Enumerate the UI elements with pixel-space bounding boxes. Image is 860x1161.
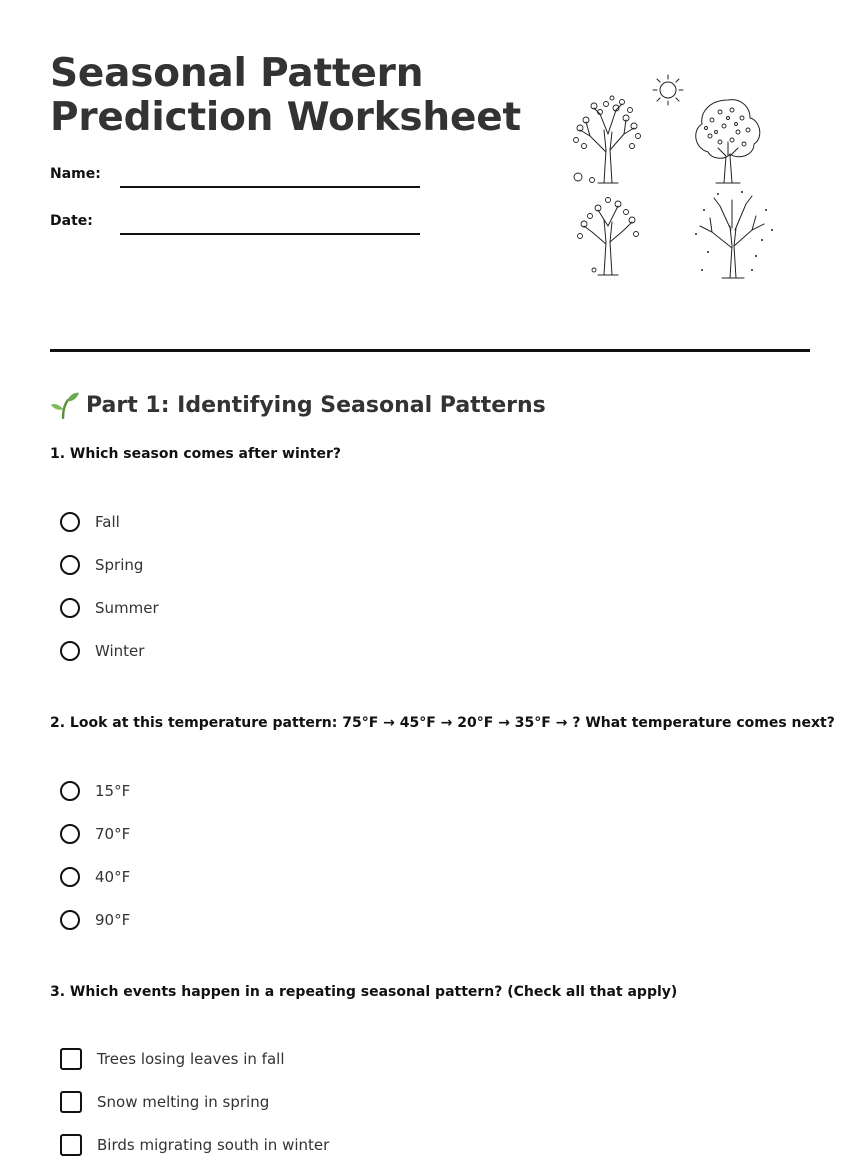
q1-option-winter[interactable] — [60, 638, 144, 664]
checkbox[interactable] — [60, 1134, 82, 1156]
option-label: 90°F — [95, 911, 131, 929]
option-label: Winter — [95, 642, 145, 660]
date-label: Date: — [50, 213, 93, 229]
name-label: Name: — [50, 166, 101, 182]
four-seasons-illustration — [560, 70, 780, 285]
fall-tree-icon — [578, 198, 639, 276]
option-label: Snow melting in spring — [97, 1093, 270, 1111]
option-label: 70°F — [95, 825, 131, 843]
option-label: Fall — [95, 513, 120, 531]
name-field — [50, 166, 430, 192]
option-label: Trees losing leaves in fall — [97, 1050, 285, 1068]
sun-icon — [653, 75, 683, 105]
sprout-icon — [50, 391, 80, 419]
q2-option-90f[interactable] — [60, 907, 130, 933]
option-label: 40°F — [95, 868, 131, 886]
q3-option-trees[interactable] — [60, 1046, 285, 1072]
part1-title: Part 1: Identifying Seasonal Patterns — [86, 392, 546, 418]
q3-option-snow[interactable] — [60, 1089, 269, 1115]
option-label: 15°F — [95, 782, 131, 800]
option-label: Summer — [95, 599, 159, 617]
part1-heading — [50, 390, 546, 420]
radio-button[interactable] — [60, 512, 80, 532]
q2-option-40f[interactable] — [60, 864, 130, 890]
worksheet-title — [50, 52, 521, 140]
option-label: Birds migrating south in winter — [97, 1136, 330, 1154]
radio-button[interactable] — [60, 867, 80, 887]
checkbox[interactable] — [60, 1048, 82, 1070]
winter-tree-icon — [695, 191, 773, 278]
radio-button[interactable] — [60, 781, 80, 801]
title-line-1: Seasonal Pattern — [50, 51, 424, 96]
q2-option-15f[interactable] — [60, 778, 130, 804]
radio-button[interactable] — [60, 555, 80, 575]
name-line — [120, 186, 420, 188]
spring-tree-icon — [574, 96, 641, 183]
question-1: 1. Which season comes after winter? — [50, 446, 341, 462]
name-input[interactable] — [120, 166, 424, 188]
question-3: 3. Which events happen in a repeating seasonal pattern? (Check all that apply) — [50, 984, 678, 1000]
date-input[interactable] — [120, 213, 424, 235]
date-field — [50, 213, 430, 239]
title-line-2: Prediction Worksheet — [50, 95, 521, 140]
summer-tree-icon — [696, 100, 760, 183]
radio-button[interactable] — [60, 910, 80, 930]
radio-button[interactable] — [60, 641, 80, 661]
radio-button[interactable] — [60, 598, 80, 618]
option-label: Spring — [95, 556, 144, 574]
q1-option-summer[interactable] — [60, 595, 159, 621]
q3-option-birds[interactable] — [60, 1132, 329, 1158]
header-divider — [50, 349, 810, 352]
question-2: 2. Look at this temperature pattern: 75°F → 45°F → 20°F → 35°F → ? What temperature comes next? — [50, 715, 835, 731]
radio-button[interactable] — [60, 824, 80, 844]
q1-option-fall[interactable] — [60, 509, 120, 535]
q1-option-spring[interactable] — [60, 552, 143, 578]
date-line — [120, 233, 420, 235]
checkbox[interactable] — [60, 1091, 82, 1113]
q2-option-70f[interactable] — [60, 821, 130, 847]
